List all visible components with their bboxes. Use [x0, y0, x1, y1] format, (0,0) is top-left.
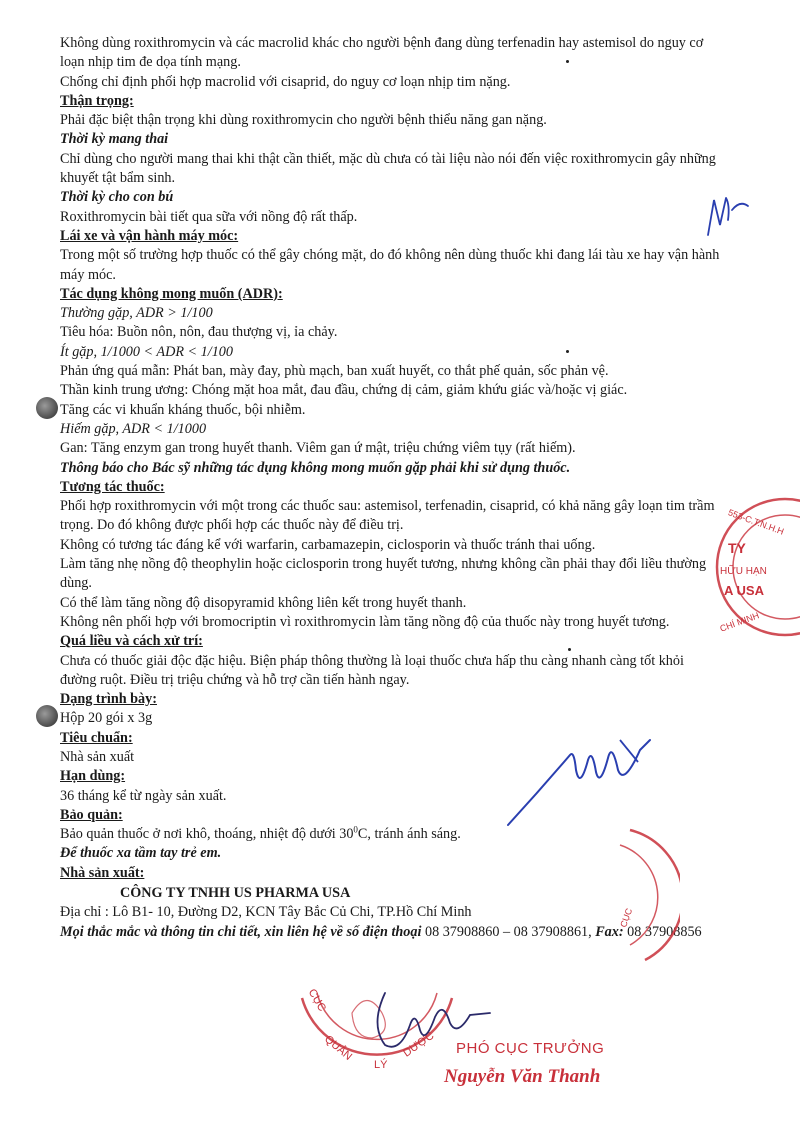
- shelf-life-heading: Hạn dùng:: [60, 768, 126, 785]
- contact-label: Mọi thắc mắc và thông tin chi tiết, xin liên hệ về số điện thoại: [60, 923, 422, 940]
- punch-hole-top: [36, 397, 58, 419]
- contraindication-line-1: Không dùng roxithromycin và các macrolid khác cho người bệnh đang dùng terfenadin hay astemisol do nguy cơ loạn nhịp tim đe dọa tính mạng.: [60, 35, 704, 71]
- speck: [568, 648, 571, 651]
- adr-uncommon-item: Phản ứng quá mẫn: Phát ban, mày đay, phù mạch, ban xuất huyết, co thắt phế quản, sốc phản vệ.: [60, 363, 609, 380]
- overdose-heading: Quá liều và cách xử trí:: [60, 633, 203, 650]
- agency-stamp-partial: [590, 825, 680, 965]
- adr-uncommon-label: Ít gặp, 1/1000 < ADR < 1/100: [60, 343, 233, 360]
- interaction-item: Có thể làm tăng nồng độ disopyramid không liên kết trong huyết thanh.: [60, 594, 467, 611]
- fax-label: Fax:: [595, 923, 624, 940]
- punch-hole-bottom: [36, 705, 58, 727]
- interaction-item: Làm tăng nhẹ nồng độ theophylin hoặc ciclosporin trong huyết tương, nhưng không cần phải thay đổi liều thường dùng.: [60, 556, 707, 592]
- adr-rare-item: Gan: Tăng enzym gan trong huyết thanh. Viêm gan ứ mật, triệu chứng viêm tụy (rất hiếm).: [60, 440, 576, 457]
- manufacturer-heading: Nhà sản xuất:: [60, 864, 145, 881]
- adr-uncommon-item: Thần kinh trung ương: Chóng mặt hoa mắt, đau đầu, chứng dị cảm, giảm khứu giác và/hoặc vị giác.: [60, 382, 628, 399]
- storage-warning: Để thuốc xa tầm tay trẻ em.: [60, 845, 222, 862]
- manufacturer-address: Địa chỉ : Lô B1- 10, Đường D2, KCN Tây Bắc Củ Chi, TP.Hồ Chí Minh: [60, 904, 472, 921]
- speck: [566, 60, 569, 63]
- stamp-text-usa: A USA: [724, 583, 764, 598]
- interactions-heading: Tương tác thuốc:: [60, 478, 165, 495]
- margin-initial-signature: [700, 180, 760, 240]
- signer-name: Nguyễn Văn Thanh: [444, 1066, 601, 1087]
- pregnancy-heading: Thời kỳ mang thai: [60, 131, 169, 148]
- agency-stamp-text-cuc: CỤC: [618, 906, 635, 929]
- company-stamp: [690, 495, 800, 645]
- storage-heading: Bảo quản:: [60, 806, 123, 823]
- shelf-life-text: 36 tháng kể từ ngày sản xuất.: [60, 787, 227, 804]
- interaction-item: Phối hợp roxithromycin với một trong các thuốc sau: astemisol, terfenadin, cisaprid, có khả năng gây loạn tim trầm trọng. Do đó không được phối hợp các thuốc này để điều trị.: [60, 498, 715, 534]
- storage-text-before: Bảo quản thuốc ở nơi khô, thoáng, nhiệt độ dưới 30: [60, 826, 354, 843]
- adr-notice: Thông báo cho Bác sỹ những tác dụng không mong muốn gặp phải khi sử dụng thuốc.: [60, 459, 571, 476]
- manufacturer-company: CÔNG TY TNHH US PHARMA USA: [120, 885, 351, 902]
- storage-text-after: C, tránh ánh sáng.: [357, 826, 461, 843]
- stamp-text-huuhan: HỮU HẠN: [720, 566, 767, 577]
- fax-number: 08 37908856: [623, 923, 702, 940]
- pregnancy-text: Chỉ dùng cho người mang thai khi thật cần thiết, mặc dù chưa có tài liệu nào nói đến việc roxithromycin gây những khuyết tật bẩm sinh.: [60, 150, 716, 187]
- driving-heading: Lái xe và vận hành máy móc:: [60, 227, 239, 244]
- agency-stamp-text-ly: LÝ: [374, 1059, 388, 1071]
- agency-stamp-text-duoc: DƯỢC: [401, 1029, 437, 1060]
- adr-common-label: Thường gặp, ADR > 1/100: [60, 305, 213, 322]
- presentation-text: Hộp 20 gói x 3g: [60, 710, 153, 727]
- stamp-text-code: 553-C.T.N.H.H: [726, 507, 786, 537]
- standard-heading: Tiêu chuẩn:: [60, 729, 133, 746]
- speck: [566, 350, 569, 353]
- stamp-text-chiminh: CHÍ MINH: [718, 610, 761, 634]
- stamp-text-ty: TY: [728, 540, 746, 556]
- breastfeeding-heading: Thời kỳ cho con bú: [60, 189, 174, 206]
- agency-stamp-text-cuc2: CỤC: [305, 987, 328, 1014]
- precautions-heading: Thận trọng:: [60, 92, 134, 109]
- agency-stamp-text-quan: QUẢN: [322, 1033, 355, 1063]
- contact-phones: 08 37908860 – 08 37908861,: [421, 923, 596, 940]
- precautions-text: Phải đặc biệt thận trọng khi dùng roxithromycin cho người bệnh thiểu năng gan nặng.: [60, 112, 547, 129]
- breastfeeding-text: Roxithromycin bài tiết qua sữa với nồng độ rất thấp.: [60, 208, 358, 225]
- adr-uncommon-item: Tăng các vi khuẩn kháng thuốc, bội nhiễm.: [60, 401, 306, 418]
- interaction-item: Không có tương tác đáng kể với warfarin, carbamazepin, ciclosporin và thuốc tránh thai uống.: [60, 536, 596, 553]
- manufacturer-signature: [500, 730, 660, 830]
- presentation-heading: Dạng trình bày:: [60, 691, 157, 708]
- contraindication-line-2: Chống chỉ định phối hợp macrolid với cisaprid, do nguy cơ loạn nhịp tim nặng.: [60, 73, 511, 90]
- interaction-item: Không nên phối hợp với bromocriptin vì roxithromycin làm tăng nồng độ của thuốc này trong huyết tương.: [60, 613, 670, 630]
- signer-title: PHÓ CỤC TRƯỞNG: [456, 1040, 605, 1057]
- storage-temp-sup: 0: [353, 824, 358, 835]
- driving-text: Trong một số trường hợp thuốc có thể gây chóng mặt, do đó không nên dùng thuốc khi đang lái tàu xe hay vận hành máy móc.: [60, 247, 720, 283]
- overdose-text: Chưa có thuốc giải độc đặc hiệu. Biện pháp thông thường là loại thuốc chưa hấp thu càng nhanh càng tốt khỏi đường ruột. Điều trị triệu chứng và hỗ trợ cần tiến hành ngay.: [60, 652, 684, 688]
- adr-rare-label: Hiếm gặp, ADR < 1/1000: [60, 420, 207, 437]
- standard-text: Nhà sản xuất: [60, 748, 135, 765]
- adr-common-item: Tiêu hóa: Buồn nôn, nôn, đau thượng vị, ỉa chảy.: [60, 324, 338, 341]
- adr-heading: Tác dụng không mong muốn (ADR):: [60, 285, 283, 302]
